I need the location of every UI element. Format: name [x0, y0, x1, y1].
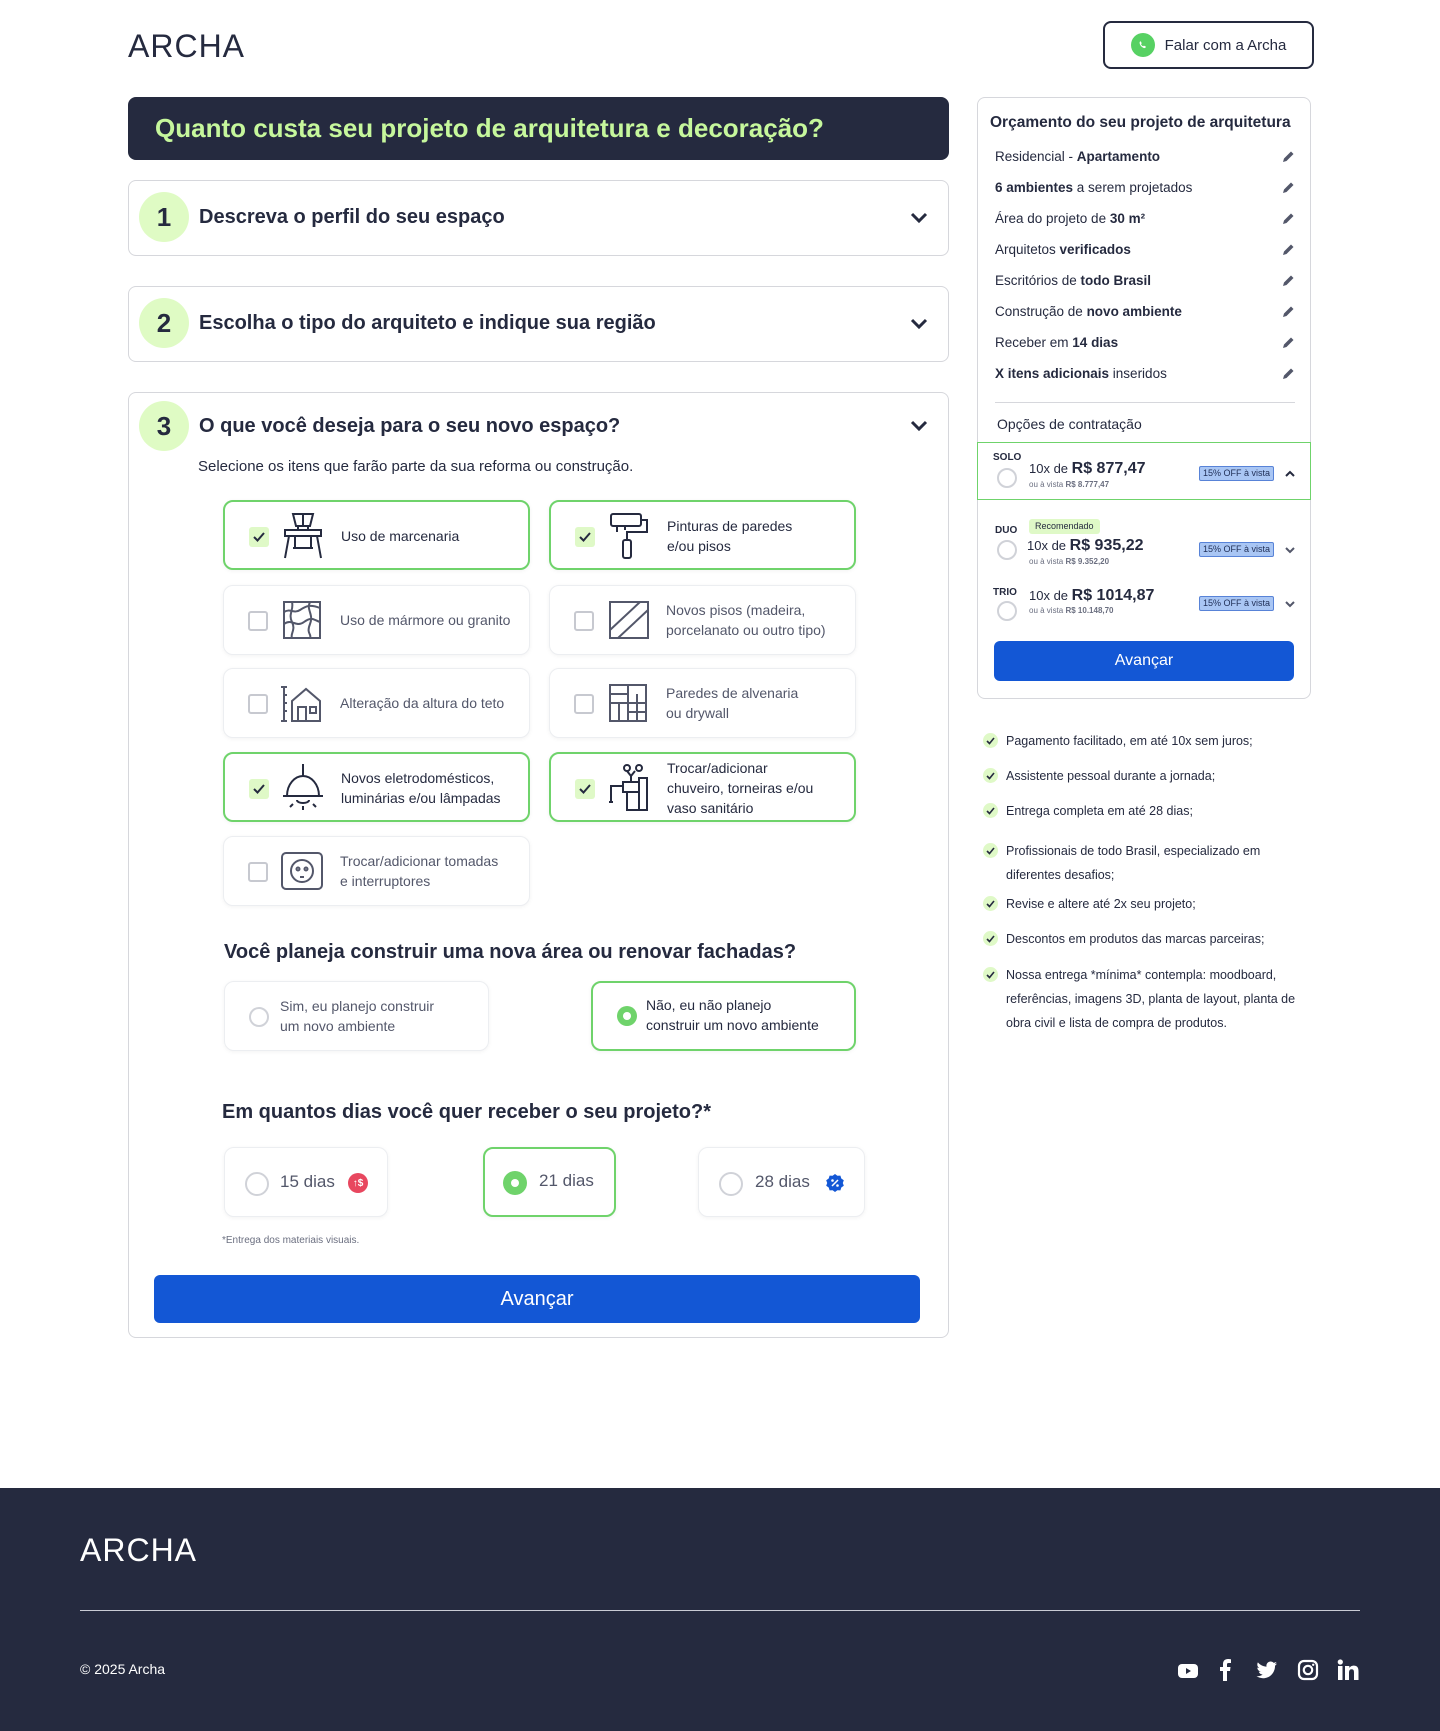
- delivery-note: *Entrega dos materiais visuais.: [222, 1235, 360, 1246]
- archa-logo[interactable]: ARCHA: [128, 28, 246, 64]
- option-label: Novos pisos (madeira, porcelanato ou outro tipo): [666, 602, 826, 638]
- plan-tag: SOLO: [993, 452, 1022, 463]
- check-icon: [983, 967, 998, 982]
- edit-pencil-icon[interactable]: [1282, 243, 1295, 256]
- radio[interactable]: [997, 468, 1017, 488]
- benefit-text: Revise e altere até 2x seu projeto;: [1006, 897, 1196, 911]
- lamp-icon: [279, 762, 327, 814]
- delivery-label: 21 dias: [539, 1171, 594, 1190]
- chevron-down-icon[interactable]: [1284, 598, 1296, 610]
- summary-text: Residencial - Apartamento: [995, 149, 1161, 164]
- discount-badge: 15% OFF à vista: [1199, 542, 1274, 557]
- radio[interactable]: [249, 1007, 269, 1027]
- options-title: Opções de contratação: [997, 416, 1142, 432]
- option-label: Trocar/adicionar tomadas e interruptores: [340, 853, 499, 889]
- new-area-no-option[interactable]: [591, 981, 856, 1051]
- benefit-text: Pagamento facilitado, em até 10x sem juros;: [1006, 734, 1253, 748]
- option-pisos[interactable]: [549, 585, 856, 655]
- delivery-28-option[interactable]: [698, 1147, 865, 1217]
- footer: [0, 1488, 1440, 1731]
- divider: [995, 402, 1295, 403]
- summary-row: [995, 335, 1295, 350]
- summary-row: [995, 366, 1295, 381]
- step-3-title: O que você deseja para o seu novo espaço?: [199, 414, 621, 437]
- benefit-text: Nossa entrega *mínima* contempla: moodboard, referências, imagens 3D, planta de layout, planta de obra civil e lista de compra de produtos.: [1006, 968, 1296, 1030]
- sidebar-title: Orçamento do seu projeto de arquitetura: [990, 114, 1291, 131]
- price-up-icon: ↑$: [348, 1173, 368, 1193]
- check-icon: [983, 803, 998, 818]
- benefit-item: [983, 729, 1303, 753]
- summary-row: [995, 242, 1295, 257]
- radio[interactable]: [719, 1172, 743, 1196]
- summary-text: Receber em 14 dias: [995, 335, 1119, 350]
- edit-pencil-icon[interactable]: [1282, 274, 1295, 287]
- socket-icon: [278, 845, 326, 897]
- faucet-icon: [605, 762, 653, 814]
- option-label: Uso de marcenaria: [341, 528, 460, 544]
- checkbox[interactable]: [249, 779, 269, 799]
- option-label: Sim, eu planejo construir um novo ambiente: [280, 998, 435, 1034]
- plan-cash-price: ou à vista R$ 10.148,70: [1029, 606, 1114, 615]
- benefit-text: Entrega completa em até 28 dias;: [1006, 804, 1193, 818]
- step-1-accordion[interactable]: [128, 180, 949, 256]
- marble-icon: [278, 594, 326, 646]
- option-marcenaria[interactable]: [223, 500, 530, 570]
- step-2-number: 2: [139, 298, 189, 348]
- step-3-number: 3: [139, 401, 189, 451]
- edit-pencil-icon[interactable]: [1282, 150, 1295, 163]
- plan-cash-price: ou à vista R$ 8.777,47: [1029, 480, 1110, 489]
- plan-cash-price: ou à vista R$ 9.352,20: [1029, 557, 1110, 566]
- step-1-title: Descreva o perfil do seu espaço: [199, 205, 505, 228]
- checkbox[interactable]: [575, 779, 595, 799]
- recommended-badge: Recomendado: [1029, 519, 1100, 534]
- summary-text: Construção de novo ambiente: [995, 304, 1182, 319]
- step-3-accordion: [128, 392, 949, 1338]
- step-1-number: 1: [139, 192, 189, 242]
- instagram-icon[interactable]: [1297, 1659, 1319, 1681]
- benefit-item: [983, 963, 1303, 1035]
- page-title-banner: [128, 97, 949, 160]
- summary-text: Área do projeto de 30 m²: [995, 211, 1146, 226]
- checkbox[interactable]: [248, 611, 268, 631]
- summary-text: Escritórios de todo Brasil: [995, 273, 1152, 288]
- workbench-icon: [279, 510, 327, 562]
- linkedin-icon[interactable]: [1337, 1659, 1359, 1681]
- house-height-icon: [278, 677, 326, 729]
- radio[interactable]: [997, 601, 1017, 621]
- benefit-text: Assistente pessoal durante a jornada;: [1006, 769, 1216, 783]
- edit-pencil-icon[interactable]: [1282, 305, 1295, 318]
- radio-selected[interactable]: [503, 1171, 527, 1195]
- copyright: © 2025 Archa: [80, 1661, 166, 1677]
- option-label: Alteração da altura do teto: [340, 695, 505, 711]
- discount-badge: 15% OFF à vista: [1199, 596, 1274, 611]
- radio[interactable]: [997, 540, 1017, 560]
- chevron-down-icon[interactable]: [1284, 544, 1296, 556]
- check-icon: [983, 768, 998, 783]
- check-icon: [983, 733, 998, 748]
- summary-row: [995, 211, 1295, 226]
- step-2-title: Escolha o tipo do arquiteto e indique sua região: [199, 311, 656, 334]
- new-area-yes-option[interactable]: [224, 981, 489, 1051]
- checkbox[interactable]: [249, 527, 269, 547]
- summary-row: [995, 273, 1295, 288]
- new-area-question: Você planeja construir uma nova área ou renovar fachadas?: [224, 941, 797, 963]
- paint-roller-icon: [605, 510, 653, 562]
- check-icon: [983, 896, 998, 911]
- delivery-label: 15 dias: [280, 1172, 335, 1191]
- option-tomadas[interactable]: [223, 836, 530, 906]
- whatsapp-icon: [1131, 33, 1155, 57]
- summary-text: X itens adicionais inseridos: [995, 366, 1167, 381]
- wall-icon: [604, 677, 652, 729]
- discount-badge-icon: [825, 1173, 845, 1193]
- option-pinturas[interactable]: [549, 500, 856, 570]
- plan-tag: DUO: [995, 525, 1018, 536]
- benefit-item: [983, 927, 1303, 951]
- delivery-question: Em quantos dias você quer receber o seu projeto?*: [222, 1101, 712, 1123]
- checkbox[interactable]: [574, 611, 594, 631]
- step-2-accordion[interactable]: [128, 286, 949, 362]
- plan-price: 10x de R$ 935,22: [1027, 537, 1144, 554]
- edit-pencil-icon[interactable]: [1282, 212, 1295, 225]
- summary-row: [995, 304, 1295, 319]
- discount-badge: 15% OFF à vista: [1199, 466, 1274, 481]
- plan-price: 10x de R$ 1014,87: [1029, 587, 1155, 604]
- edit-pencil-icon[interactable]: [1282, 336, 1295, 349]
- summary-text: Arquitetos verificados: [995, 242, 1131, 257]
- option-label: Pinturas de paredes e/ou pisos: [667, 518, 793, 554]
- checkbox[interactable]: [248, 694, 268, 714]
- youtube-icon[interactable]: [1177, 1662, 1199, 1680]
- chevron-down-icon[interactable]: [908, 313, 930, 335]
- option-label: Novos eletrodomésticos, luminárias e/ou lâmpadas: [341, 770, 501, 806]
- benefit-text: Profissionais de todo Brasil, especializado em diferentes desafios;: [1006, 844, 1261, 882]
- summary-row: [995, 149, 1295, 164]
- option-label: Paredes de alvenaria ou drywall: [666, 685, 799, 721]
- chevron-up-icon[interactable]: [1284, 468, 1296, 480]
- option-label: Não, eu não planejo construir um novo ambiente: [646, 997, 819, 1033]
- radio[interactable]: [245, 1172, 269, 1196]
- checkbox[interactable]: [574, 694, 594, 714]
- plan-price: 10x de R$ 877,47: [1029, 460, 1146, 477]
- summary-text: 6 ambientes a serem projetados: [995, 180, 1193, 195]
- budget-sidebar: [977, 97, 1311, 699]
- option-marmore[interactable]: [223, 585, 530, 655]
- chevron-down-icon[interactable]: [908, 415, 930, 437]
- talk-button-label: Falar com a Archa: [1164, 36, 1287, 54]
- delivery-15-option[interactable]: [224, 1147, 388, 1217]
- page-title: Quanto custa seu projeto de arquitetura e decoração?: [155, 113, 824, 143]
- plan-tag: TRIO: [993, 587, 1017, 598]
- option-eletrodomesticos[interactable]: [223, 752, 530, 822]
- benefit-item: [983, 764, 1303, 788]
- benefit-item: [983, 799, 1303, 823]
- edit-pencil-icon[interactable]: [1282, 181, 1295, 194]
- radio-selected[interactable]: [617, 1006, 637, 1026]
- option-chuveiro[interactable]: [549, 752, 856, 822]
- benefit-item: [983, 892, 1303, 916]
- delivery-label: 28 dias: [755, 1172, 810, 1191]
- step-3-subtitle: Selecione os itens que farão parte da sua reforma ou construção.: [198, 458, 634, 475]
- delivery-21-option[interactable]: [483, 1147, 616, 1217]
- checkbox[interactable]: [575, 527, 595, 547]
- twitter-icon[interactable]: [1256, 1661, 1278, 1679]
- facebook-icon[interactable]: [1218, 1659, 1232, 1681]
- option-teto[interactable]: [223, 668, 530, 738]
- summary-row: [995, 180, 1295, 195]
- advance-button[interactable]: Avançar: [154, 1275, 920, 1323]
- checkbox[interactable]: [248, 862, 268, 882]
- benefit-item: [983, 839, 1303, 887]
- floor-icon: [604, 594, 652, 646]
- edit-pencil-icon[interactable]: [1282, 367, 1295, 380]
- benefit-text: Descontos em produtos das marcas parceiras;: [1006, 932, 1265, 946]
- option-label: Uso de mármore ou granito: [340, 612, 511, 628]
- sidebar-advance-button[interactable]: Avançar: [994, 641, 1294, 681]
- footer-logo[interactable]: ARCHA: [80, 1532, 198, 1568]
- talk-to-archa-button[interactable]: [1103, 21, 1314, 69]
- check-icon: [983, 931, 998, 946]
- check-icon: [983, 843, 998, 858]
- option-label: Trocar/adicionar chuveiro, torneiras e/ou vaso sanitário: [667, 760, 814, 816]
- option-paredes[interactable]: [549, 668, 856, 738]
- footer-divider: [80, 1610, 1360, 1611]
- chevron-down-icon[interactable]: [908, 207, 930, 229]
